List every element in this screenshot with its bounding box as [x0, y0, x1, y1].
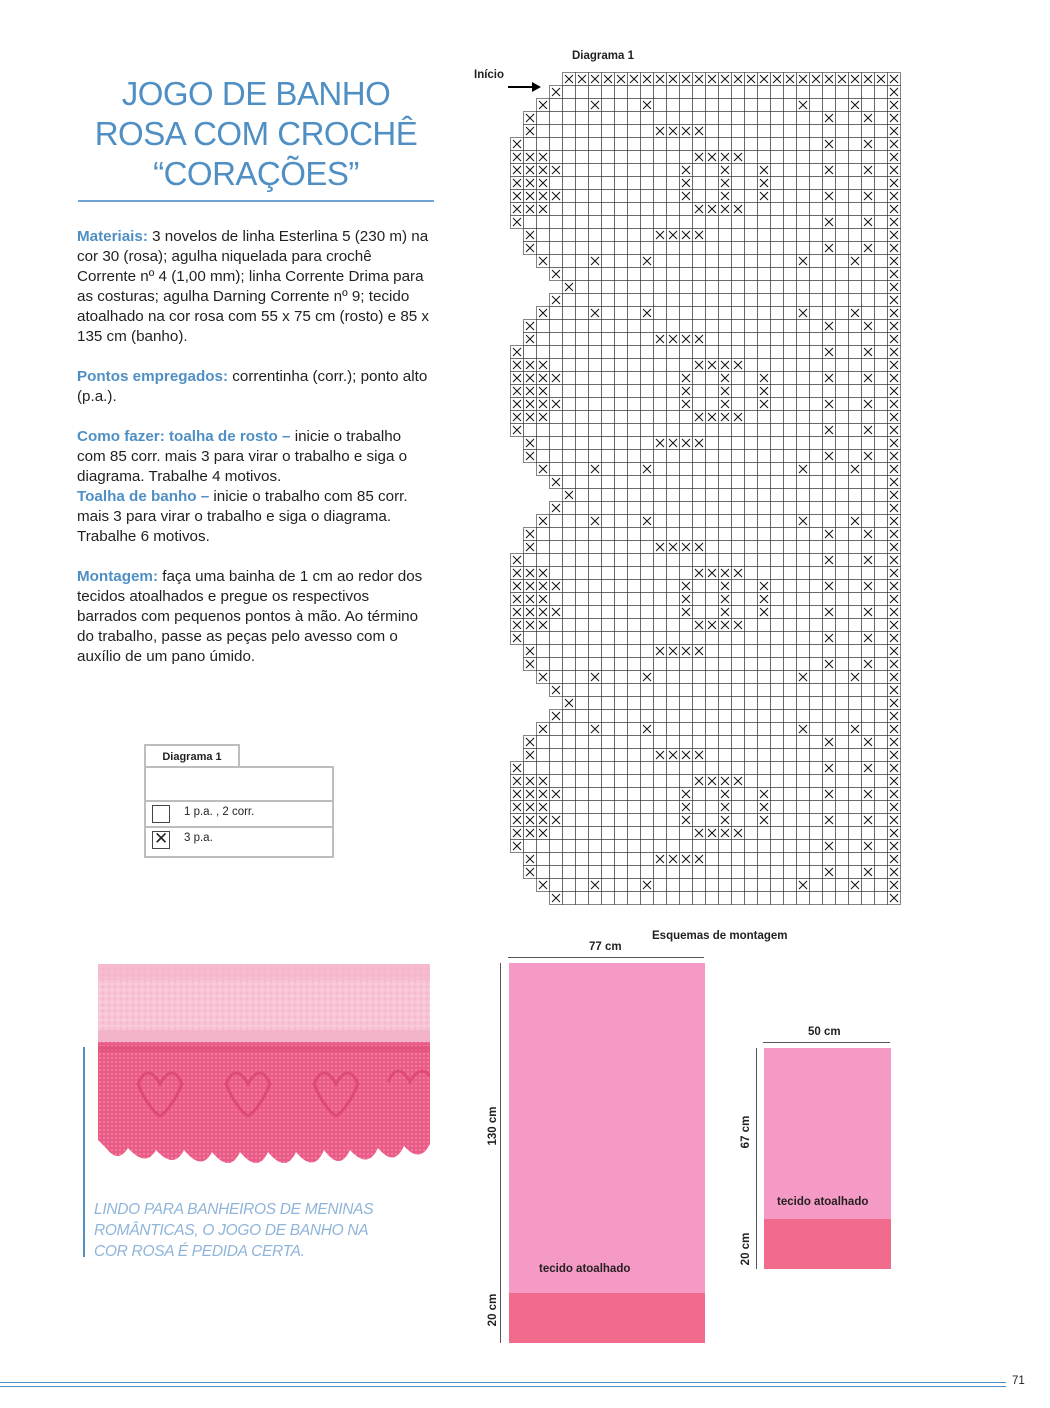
- materials-text: 3 novelos de linha Esterlina 5 (230 m) na cor 30 (rosa); agulha niquelada para crochê Corrente nº 4 (1,00 mm); linha Corrente Drima para as costuras; agulha Darning Corrente nº 9; tecido atoalhado na cor rosa com 55 x 75 cm (rosto) e 85 x 135 cm (banho).: [77, 228, 430, 345]
- small-width-label: 50 cm: [808, 1026, 841, 1038]
- legend-row-empty: [146, 800, 332, 828]
- diagram-legend: [144, 744, 334, 857]
- large-height-label: 130 cm: [487, 1106, 499, 1146]
- howto-text: inicie o trabalho com 85 corr. mais 3 para virar o trabalho e siga o diagrama. Trabalhe 4 motivos.: [77, 428, 408, 485]
- photo-caption: LINDO PARA BANHEIROS DE MENINAS ROMÂNTICAS, O JOGO DE BANHO NA COR ROSA É PEDIDA CERTA.: [94, 1201, 374, 1260]
- materials-label: Materiais:: [77, 228, 148, 245]
- article-title: [80, 74, 432, 194]
- footer-rule-2: [0, 1386, 1006, 1387]
- footer-rule: [0, 1382, 1006, 1383]
- legend-title: Diagrama 1: [144, 744, 240, 768]
- large-width-label: 77 cm: [589, 941, 622, 953]
- large-fabric-label: tecido atoalhado: [539, 1263, 631, 1275]
- schemes-title: Esquemas de montagem: [652, 930, 788, 942]
- bath-label: Toalha de banho –: [77, 488, 210, 505]
- stitches-paragraph: [77, 367, 432, 407]
- large-width-line: [508, 957, 704, 958]
- diagram-title: Diagrama 1: [572, 50, 635, 62]
- article-body: [77, 227, 432, 687]
- bath-paragraph: [77, 487, 432, 547]
- small-fabric-label: tecido atoalhado: [777, 1196, 869, 1208]
- small-towel-border: [764, 1219, 891, 1269]
- stitches-label: Pontos empregados:: [77, 368, 229, 385]
- materials-paragraph: [77, 227, 432, 347]
- small-border-label: 20 cm: [740, 1232, 752, 1266]
- title-line-2: ROSA COM CROCHÊ: [94, 115, 418, 152]
- howto-paragraph: [77, 427, 432, 487]
- legend-label-x: 3 p.a.: [184, 832, 213, 844]
- page-number: 71: [1012, 1375, 1025, 1387]
- legend-box: [144, 766, 334, 858]
- assembly-text: faça uma bainha de 1 cm ao redor dos tecidos atoalhados e pregue os respectivos barrados com pequenos pontos à mão. Ao término do trabalho, passe as peças pelo avesso com o auxílio de um pano úmido.: [77, 568, 423, 665]
- assembly-paragraph: [77, 567, 432, 667]
- large-border-label: 20 cm: [487, 1293, 499, 1327]
- stitches-text: correntinha (corr.); ponto alto (p.a.).: [77, 368, 428, 405]
- empty-square-icon: [152, 805, 170, 823]
- small-height-line: [756, 1048, 757, 1269]
- title-divider: [78, 200, 434, 202]
- small-height-label: 67 cm: [740, 1115, 752, 1149]
- assembly-label: Montagem:: [77, 568, 158, 585]
- start-label: Início: [474, 69, 505, 81]
- bath-text: inicie o trabalho com 85 corr. mais 3 para virar o trabalho e siga o diagrama. Trabalhe 6 motivos.: [77, 488, 408, 545]
- x-square-icon: [152, 831, 170, 849]
- small-width-line: [763, 1042, 890, 1043]
- howto-label: Como fazer: toalha de rosto –: [77, 428, 291, 445]
- legend-label-empty: 1 p.a. , 2 corr.: [184, 806, 255, 818]
- large-height-line: [500, 963, 501, 1343]
- large-towel-fabric: [509, 963, 705, 1293]
- legend-row-x: [146, 826, 332, 854]
- large-towel-border: [509, 1293, 705, 1343]
- title-line-1: JOGO DE BANHO: [121, 75, 391, 112]
- small-towel-fabric: [764, 1048, 891, 1219]
- towel-photo: [98, 964, 430, 1182]
- title-line-3: “CORAÇÕES”: [153, 155, 359, 192]
- caption-bar: [83, 1047, 85, 1257]
- crochet-diagram-grid: [510, 72, 906, 912]
